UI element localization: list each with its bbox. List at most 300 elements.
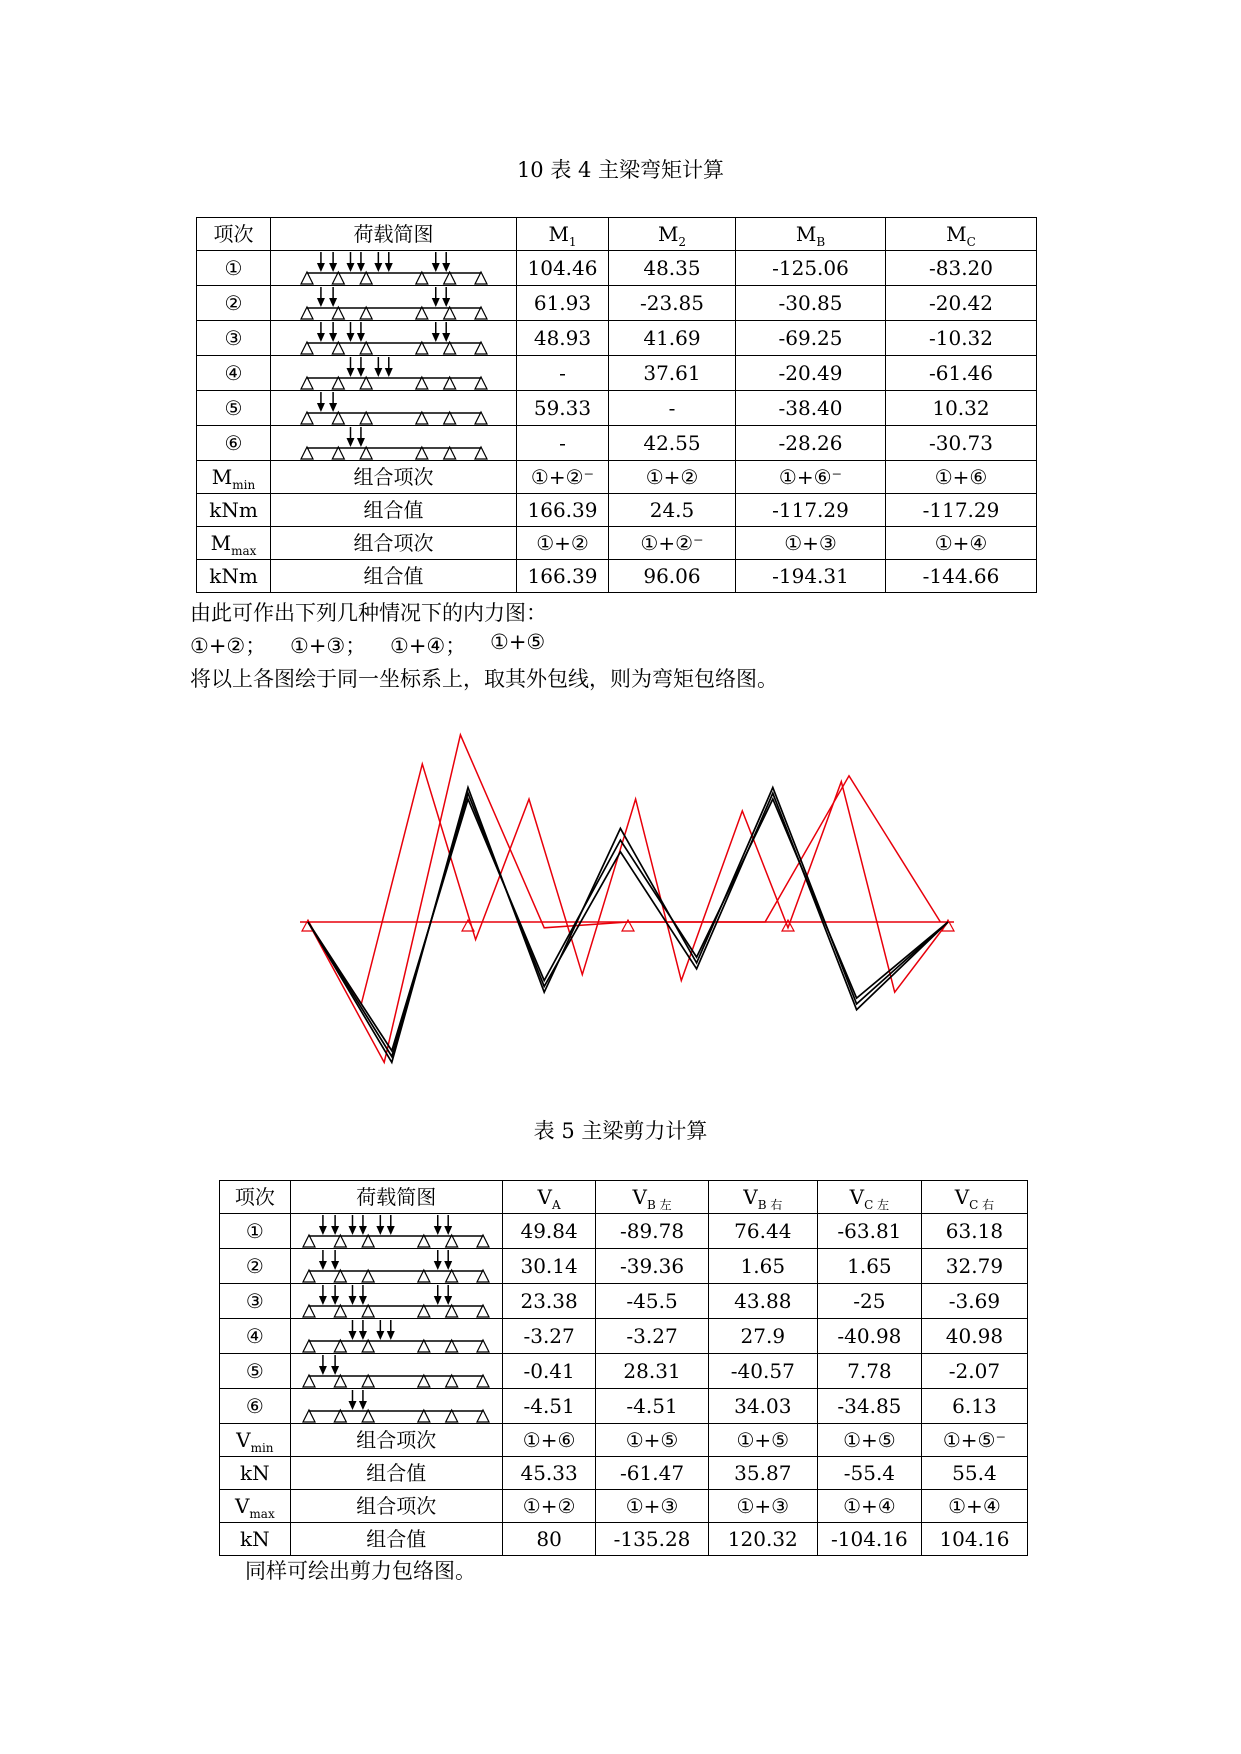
support-triangle [443,412,455,424]
load-diagram [299,286,489,320]
point-load-arrow [431,287,439,307]
support-triangle [446,1305,458,1317]
combo-cell: ①+④ [921,1490,1027,1523]
support-triangle [335,1235,347,1247]
point-load-arrow [349,1390,357,1410]
value-cell: - [517,356,609,391]
value-label: 组合值 [290,1523,502,1556]
point-load-arrow [346,322,354,342]
combo-cell: ①+⑤ [596,1424,708,1457]
moment-table [196,217,1037,593]
value-cell: -144.66 [886,560,1037,593]
combo-cell: ①+⑤⁻ [921,1424,1027,1457]
value-cell: -89.78 [596,1214,708,1249]
point-load-arrow [359,1215,367,1235]
header-m2: $M_2$ [609,218,736,251]
point-load-arrow [387,1215,395,1235]
support-triangle [360,447,372,459]
value-cell: -69.25 [736,321,886,356]
support-triangle [303,1235,315,1247]
support-triangle [418,1340,430,1352]
point-load-arrow [442,287,450,307]
support-triangle [475,272,487,284]
item-cell: ① [197,251,271,286]
support-triangle [477,1235,489,1247]
point-load-arrow [329,252,337,272]
diagram-cell [271,251,517,286]
point-load-arrow [349,1285,357,1305]
value-cell: -0.41 [502,1354,596,1389]
diagram-cell [271,426,517,461]
table-row [220,1214,1028,1249]
point-load-arrow [331,1215,339,1235]
unit-label: kN [220,1523,291,1556]
support-triangle [335,1340,347,1352]
combo-cell: ①+⑥⁻ [736,461,886,494]
support-triangle [360,307,372,319]
support-triangle [362,1235,374,1247]
moment-table-body [197,251,1037,461]
mmax-value-row [197,560,1037,593]
value-cell: 48.93 [517,321,609,356]
support-triangle [301,272,313,284]
point-load-arrow [377,1320,385,1340]
point-load-arrow [442,322,450,342]
value-cell: -10.32 [886,321,1037,356]
table4-caption: 10 表 4 主梁弯矩计算 [516,158,725,182]
combo-cell: ①+④ [817,1490,921,1523]
combo-cell: ①+⑤ [708,1424,817,1457]
value-cell: -3.69 [921,1284,1027,1319]
diagram-cell [290,1354,502,1389]
value-cell: - [517,426,609,461]
point-load-arrow [331,1250,339,1270]
envelope-outer-curve [308,764,948,1004]
diagram-cell [290,1389,502,1424]
point-load-arrow [346,252,354,272]
diagram-cell [271,286,517,321]
combo-cell: ①+⑥ [502,1424,596,1457]
value-cell: -104.16 [817,1523,921,1556]
value-cell: 24.5 [609,494,736,527]
item-cell: ⑥ [197,426,271,461]
support-triangle [415,342,427,354]
combo-cell: ①+②⁻ [609,527,736,560]
load-diagram [301,1354,491,1388]
vmin-combo-row [220,1424,1028,1457]
support-triangle [415,272,427,284]
point-load-arrow [349,1320,357,1340]
value-cell: 30.14 [502,1249,596,1284]
combo-label: 组合项次 [290,1424,502,1457]
point-load-arrow [331,1285,339,1305]
header-m1: $M_1$ [517,218,609,251]
value-cell: 80 [502,1523,596,1556]
point-load-arrow [316,252,324,272]
text-combo-3: ①+④； [390,634,467,658]
value-cell: -61.47 [596,1457,708,1490]
support-triangle [477,1305,489,1317]
point-load-arrow [329,392,337,412]
support-triangle [418,1375,430,1387]
support-triangle [446,1340,458,1352]
support-triangle [301,377,313,389]
load-diagram [301,1284,491,1318]
combo-cell: ①+③ [736,527,886,560]
support-triangle [335,1305,347,1317]
support-triangle [360,342,372,354]
support-triangle [335,1375,347,1387]
point-load-arrow [384,252,392,272]
text-line3: 将以上各图绘于同一坐标系上，取其外包线，则为弯矩包络图。 [190,667,778,691]
support-triangle [360,377,372,389]
value-cell: -61.46 [886,356,1037,391]
item-cell: ④ [197,356,271,391]
table-row [220,1319,1028,1354]
support-triangle [475,342,487,354]
value-cell: -194.31 [736,560,886,593]
point-load-arrow [377,1215,385,1235]
header-va: $V_A$ [502,1181,596,1214]
point-load-arrow [319,1285,327,1305]
table-header-row [220,1181,1028,1214]
value-cell: 49.84 [502,1214,596,1249]
item-cell: ⑤ [197,391,271,426]
point-load-arrow [356,322,364,342]
mmax-label: $M_{max}$ [197,527,271,560]
support-triangle [415,412,427,424]
support-triangle [303,1375,315,1387]
support-triangle [303,1270,315,1282]
combo-cell: ①+③ [596,1490,708,1523]
value-cell: -45.5 [596,1284,708,1319]
support-triangle [475,377,487,389]
point-load-arrow [329,322,337,342]
value-cell: -30.73 [886,426,1037,461]
header-vb-left: $V_{B 左}$ [596,1181,708,1214]
unit-label: kNm [197,494,271,527]
value-cell: -2.07 [921,1354,1027,1389]
support-triangle [332,342,344,354]
value-cell: -40.57 [708,1354,817,1389]
value-cell: 59.33 [517,391,609,426]
point-load-arrow [431,252,439,272]
support-triangle [418,1235,430,1247]
combo-cell: ①+②⁻ [517,461,609,494]
support-triangle [332,272,344,284]
text-combo-1: ①+②； [190,634,267,658]
value-cell: 96.06 [609,560,736,593]
diagram-cell [271,356,517,391]
value-cell: 28.31 [596,1354,708,1389]
shear-table [219,1180,1028,1556]
vmin-value-row [220,1457,1028,1490]
support-triangle [301,342,313,354]
value-cell: -4.51 [502,1389,596,1424]
load-diagram [299,321,489,355]
value-cell: 76.44 [708,1214,817,1249]
header-diagram: 荷载简图 [271,218,517,251]
support-triangle [477,1410,489,1422]
item-cell: ⑥ [220,1389,291,1424]
support-triangle [362,1410,374,1422]
header-vc-right: $V_{C 右}$ [921,1181,1027,1214]
value-cell: 104.16 [921,1523,1027,1556]
point-load-arrow [374,252,382,272]
value-cell: 32.79 [921,1249,1027,1284]
item-cell: ③ [220,1284,291,1319]
support-triangle [446,1410,458,1422]
combo-cell: ①+② [517,527,609,560]
point-load-arrow [319,1355,327,1375]
item-cell: ⑤ [220,1354,291,1389]
combo-cell: ①+② [609,461,736,494]
value-label: 组合值 [271,560,517,593]
load-diagram [301,1319,491,1353]
table-row [220,1284,1028,1319]
unit-label: kNm [197,560,271,593]
point-load-arrow [387,1320,395,1340]
point-load-arrow [316,287,324,307]
point-load-arrow [346,357,354,377]
load-diagram [301,1389,491,1423]
table-row [197,251,1037,286]
value-cell: 1.65 [817,1249,921,1284]
support-triangle [303,1305,315,1317]
value-cell: -55.4 [817,1457,921,1490]
vmin-label: $V_{min}$ [220,1424,291,1457]
closing-text: 同样可绘出剪力包络图。 [245,1559,476,1583]
item-cell: ② [197,286,271,321]
vmax-value-row [220,1523,1028,1556]
value-cell: -20.42 [886,286,1037,321]
value-cell: 45.33 [502,1457,596,1490]
point-load-arrow [316,322,324,342]
point-load-arrow [356,427,364,447]
value-cell: 42.55 [609,426,736,461]
table-header-row [197,218,1037,251]
header-mb: $M_B$ [736,218,886,251]
load-diagram [299,426,489,460]
value-cell: 48.35 [609,251,736,286]
value-cell: -39.36 [596,1249,708,1284]
mmin-combo-row [197,461,1037,494]
support-triangle [303,1410,315,1422]
load-diagram [299,251,489,285]
value-cell: -28.26 [736,426,886,461]
combo-cell: ①+③ [708,1490,817,1523]
support-triangle [335,1270,347,1282]
support-triangle [362,1375,374,1387]
value-cell: 37.61 [609,356,736,391]
support-triangle [360,272,372,284]
support-triangle [415,307,427,319]
point-load-arrow [384,357,392,377]
support-triangle [446,1270,458,1282]
combo-cell: ①+② [502,1490,596,1523]
value-cell: 61.93 [517,286,609,321]
moment-envelope-figure [290,700,970,1100]
mmin-value-row [197,494,1037,527]
vmax-label: $V_{max}$ [220,1490,291,1523]
combo-cell: ①+⑤ [817,1424,921,1457]
value-cell: 55.4 [921,1457,1027,1490]
support-triangle [475,307,487,319]
support-triangle [443,272,455,284]
support-triangle [443,377,455,389]
support-triangle [362,1340,374,1352]
support-triangle [418,1270,430,1282]
value-label: 组合值 [271,494,517,527]
support-triangle [446,1235,458,1247]
value-cell: 7.78 [817,1354,921,1389]
value-cell: -25 [817,1284,921,1319]
envelope-inner-curve [308,793,948,1056]
diagram-cell [290,1319,502,1354]
value-cell: -117.29 [736,494,886,527]
support-triangle [332,447,344,459]
point-load-arrow [356,252,364,272]
support-triangle [362,1305,374,1317]
load-diagram [299,356,489,390]
table-row [220,1389,1028,1424]
support-triangle [332,412,344,424]
value-cell: -20.49 [736,356,886,391]
point-load-arrow [434,1215,442,1235]
value-cell: -3.27 [502,1319,596,1354]
point-load-arrow [331,1355,339,1375]
load-diagram [301,1249,491,1283]
support-triangle [443,342,455,354]
header-diagram: 荷载简图 [290,1181,502,1214]
support-triangle [418,1305,430,1317]
load-diagram [301,1214,491,1248]
point-load-arrow [346,427,354,447]
text-combo-2: ①+③； [290,634,367,658]
table-row [197,286,1037,321]
value-cell: -34.85 [817,1389,921,1424]
value-cell: 27.9 [708,1319,817,1354]
combo-label: 组合项次 [290,1490,502,1523]
table-row [197,321,1037,356]
table-row [197,426,1037,461]
support-triangle [332,307,344,319]
support-triangle [477,1375,489,1387]
mmax-combo-row [197,527,1037,560]
table-row [220,1354,1028,1389]
point-load-arrow [359,1320,367,1340]
shear-table-body [220,1214,1028,1424]
value-cell: -125.06 [736,251,886,286]
support-triangle [415,377,427,389]
point-load-arrow [444,1285,452,1305]
support-triangle [443,307,455,319]
value-cell: -83.20 [886,251,1037,286]
value-cell: 41.69 [609,321,736,356]
value-cell: 166.39 [517,560,609,593]
support-triangle [475,412,487,424]
combo-label: 组合项次 [271,527,517,560]
support-triangle [415,447,427,459]
unit-label: kN [220,1457,291,1490]
point-load-arrow [434,1285,442,1305]
vmax-combo-row [220,1490,1028,1523]
item-cell: ① [220,1214,291,1249]
point-load-arrow [359,1390,367,1410]
value-label: 组合值 [290,1457,502,1490]
point-load-arrow [316,392,324,412]
header-mc: $M_C$ [886,218,1037,251]
support-triangle [443,447,455,459]
value-cell: 40.98 [921,1319,1027,1354]
envelope-inner-curve [308,788,948,1063]
value-cell: 23.38 [502,1284,596,1319]
diagram-cell [271,391,517,426]
value-cell: 35.87 [708,1457,817,1490]
text-combo-4: ①+⑤ [490,630,546,654]
value-cell: -4.51 [596,1389,708,1424]
value-cell: 6.13 [921,1389,1027,1424]
support-triangle [477,1270,489,1282]
header-item: 项次 [220,1181,291,1214]
value-cell: -63.81 [817,1214,921,1249]
combo-cell: ①+⑥ [886,461,1037,494]
table-row [197,391,1037,426]
value-cell: -117.29 [886,494,1037,527]
combo-label: 组合项次 [271,461,517,494]
combo-cell: ①+④ [886,527,1037,560]
table5-caption: 表 5 主梁剪力计算 [533,1119,708,1143]
diagram-cell [290,1214,502,1249]
value-cell: -30.85 [736,286,886,321]
point-load-arrow [444,1250,452,1270]
support-triangle [362,1270,374,1282]
header-vc-left: $V_{C 左}$ [817,1181,921,1214]
diagram-cell [290,1249,502,1284]
point-load-arrow [431,322,439,342]
support-triangle [301,412,313,424]
point-load-arrow [444,1215,452,1235]
support-triangle [446,1375,458,1387]
header-vb-right: $V_{B 右}$ [708,1181,817,1214]
support-triangle [332,377,344,389]
value-cell: 1.65 [708,1249,817,1284]
support-triangle [360,412,372,424]
value-cell: 10.32 [886,391,1037,426]
support-triangle [418,1410,430,1422]
value-cell: - [609,391,736,426]
mmin-label: $M_{min}$ [197,461,271,494]
load-diagram [299,391,489,425]
value-cell: 166.39 [517,494,609,527]
value-cell: -135.28 [596,1523,708,1556]
item-cell: ④ [220,1319,291,1354]
point-load-arrow [374,357,382,377]
table-row [197,356,1037,391]
support-triangle [335,1410,347,1422]
point-load-arrow [319,1250,327,1270]
point-load-arrow [319,1215,327,1235]
table-row [220,1249,1028,1284]
value-cell: -40.98 [817,1319,921,1354]
item-cell: ② [220,1249,291,1284]
point-load-arrow [349,1215,357,1235]
value-cell: -3.27 [596,1319,708,1354]
support-triangle [301,447,313,459]
text-line1: 由此可作出下列几种情况下的内力图： [190,601,547,625]
point-load-arrow [356,357,364,377]
value-cell: -38.40 [736,391,886,426]
